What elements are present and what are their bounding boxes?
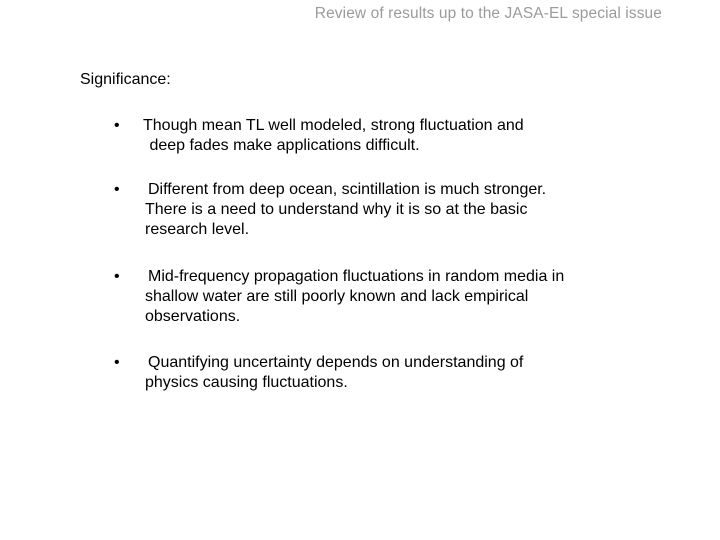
- bullet-line: observations.: [145, 308, 241, 325]
- bullet-line: Mid-frequency propagation fluctuations in random media in: [148, 268, 565, 285]
- bullet-text: [145, 116, 655, 156]
- bullet-line: physics causing fluctuations.: [145, 374, 348, 391]
- bullet-marker: •: [114, 354, 120, 371]
- bullet-line: deep fades make applications difficult.: [145, 137, 420, 154]
- bullet-line: Different from deep ocean, scintillation is much stronger.: [148, 181, 547, 198]
- section-heading: Significance:: [80, 71, 171, 88]
- bullet-marker: •: [114, 117, 120, 134]
- bullet-text: [145, 180, 655, 240]
- bullet-line: research level.: [145, 221, 250, 238]
- bullet-marker: •: [114, 268, 120, 285]
- bullet-marker: •: [114, 181, 120, 198]
- bullet-line: Quantifying uncertainty depends on understanding of: [148, 354, 524, 371]
- bullet-line: There is a need to understand why it is so at the basic: [145, 201, 528, 218]
- slide-header-title: Review of results up to the JASA-EL special issue: [314, 5, 662, 22]
- bullet-text: [145, 267, 655, 327]
- bullet-text: [145, 353, 655, 393]
- bullet-line: Though mean TL well modeled, strong fluctuation and: [143, 117, 524, 134]
- bullet-line: shallow water are still poorly known and lack empirical: [145, 288, 529, 305]
